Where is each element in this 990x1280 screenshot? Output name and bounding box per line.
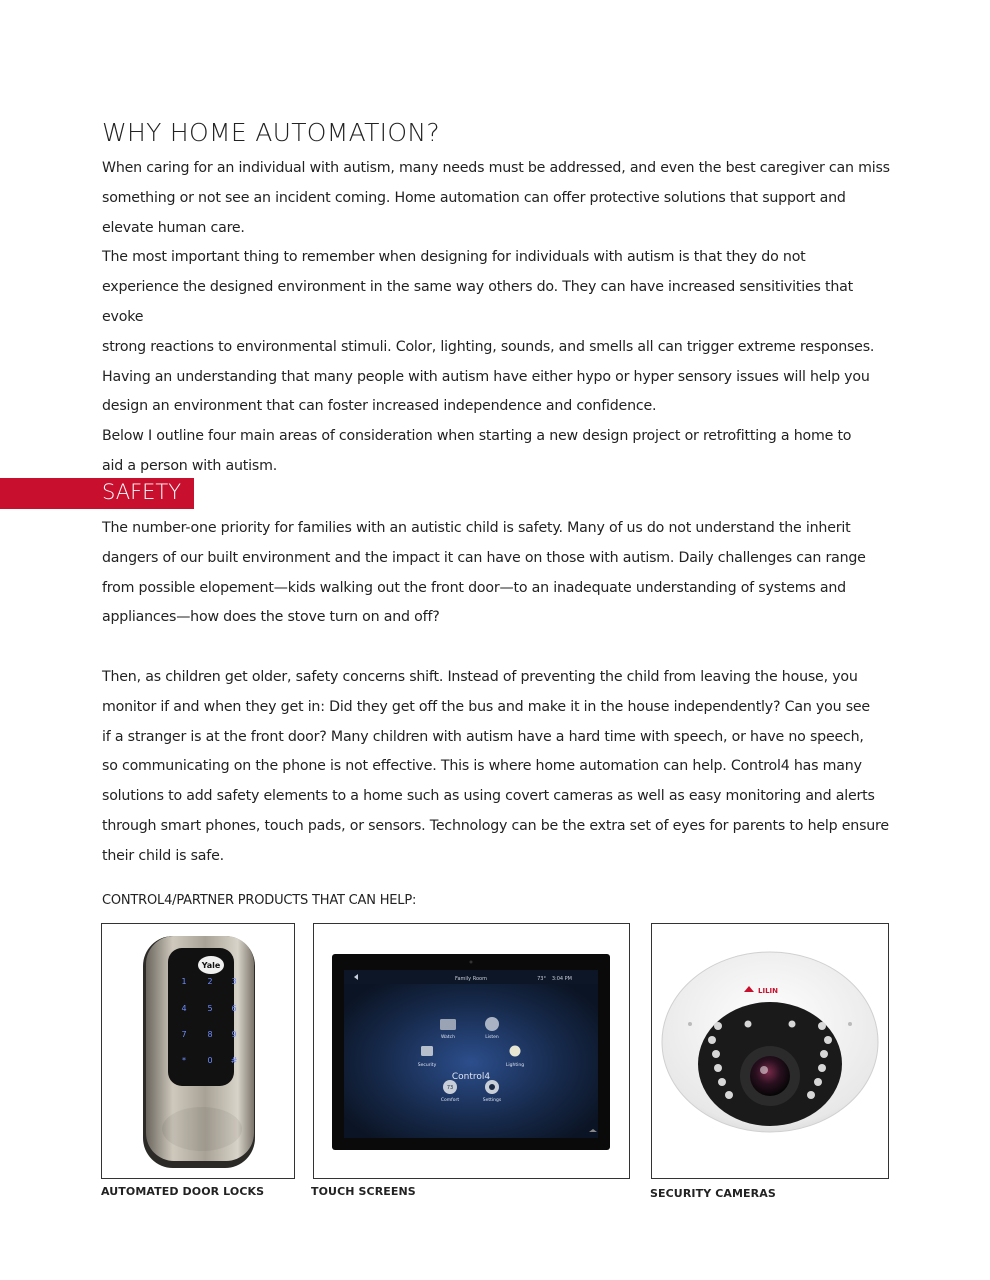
keypad-key: 4: [181, 1004, 187, 1013]
lens-glare: [760, 1066, 768, 1074]
watch-icon: [440, 1019, 456, 1030]
keypad-key: 0: [207, 1056, 213, 1065]
touch-screen-product: [313, 923, 630, 1179]
keypad-key: 6: [231, 1004, 237, 1013]
intro-line: elevate human care.: [102, 219, 245, 236]
paragraph-gap: [102, 633, 892, 663]
intro-line: Below I outline four main areas of consideration when starting a new design project or retrofitting a home to: [102, 428, 852, 445]
screw-icon: [848, 1022, 852, 1026]
listen-icon: [485, 1017, 499, 1031]
safety-line: so communicating on the phone is not effective. This is where home automation can help. Control4 has many: [102, 758, 862, 775]
safety-line: from possible elopement—kids walking out the front door—to an inadequate understanding of systems and: [102, 579, 846, 596]
lighting-icon: [510, 1046, 521, 1057]
screen-temperature: 73°: [537, 976, 546, 982]
camera-dot-icon: [470, 961, 473, 964]
comfort-value: 73: [446, 1085, 454, 1091]
touch-screen-caption: TOUCH SCREENS: [311, 1185, 416, 1198]
safety-line: Then, as children get older, safety concerns shift. Instead of preventing the child from leaving the house, you: [102, 668, 858, 685]
control4-logo: Control4: [451, 1072, 491, 1082]
safety-line: The number-one priority for families with an autistic child is safety. Many of us do not understand the inherit: [102, 520, 851, 536]
settings-gear-hole: [489, 1084, 495, 1090]
security-camera-image: [652, 924, 888, 1178]
tile-label: Lighting: [505, 1063, 525, 1068]
lock-shadow: [162, 1107, 242, 1151]
screen-time: 3:04 PM: [551, 976, 572, 982]
intro-text: [102, 154, 892, 482]
keypad-key: 8: [207, 1030, 213, 1039]
intro-line: The most important thing to remember when designing for individuals with autism is that they do not: [102, 249, 806, 266]
safety-section-title: SAFETY: [102, 480, 182, 504]
screen-room-name: Family Room: [455, 976, 487, 982]
door-lock-product: [101, 923, 295, 1179]
tile-label: Comfort: [440, 1098, 460, 1103]
door-lock-caption: AUTOMATED DOOR LOCKS: [101, 1185, 265, 1198]
safety-text: [102, 514, 892, 872]
safety-line: if a stranger is at the front door? Many children with autism have a hard time with speech, or have no speech,: [102, 728, 864, 745]
keypad-key: 3: [231, 977, 237, 986]
safety-line: dangers of our built environment and the impact it can have on those with autism. Daily challenges can range: [102, 549, 866, 566]
intro-line: strong reactions to environmental stimuli. Color, lighting, sounds, and smells all can trigger extreme responses.: [102, 338, 875, 355]
door-lock-image: [102, 924, 294, 1178]
keypad-key: 1: [181, 977, 187, 986]
tile-label: Security: [417, 1063, 437, 1068]
tile-label: Settings: [482, 1098, 502, 1103]
keypad-key: 7: [181, 1030, 187, 1039]
security-icon: [421, 1046, 433, 1056]
security-camera-caption: SECURITY CAMERAS: [650, 1187, 776, 1200]
tile-label: Watch: [440, 1035, 456, 1040]
keypad-key: 9: [231, 1030, 237, 1039]
safety-line: their child is safe.: [102, 847, 224, 864]
safety-line: appliances—how does the stove turn on and off?: [102, 609, 440, 626]
camera-brand: LILIN: [758, 987, 778, 995]
touch-screen-image: [314, 924, 629, 1178]
intro-line: experience the designed environment in the same way others do. They can have increased sensitivities that evoke: [102, 279, 854, 325]
keypad-key: *: [182, 1056, 186, 1065]
security-camera-product: [651, 923, 889, 1179]
safety-section-band: [0, 478, 194, 509]
lock-brand: Yale: [201, 961, 221, 970]
intro-line: something or not see an incident coming. Home automation can offer protective solutions that support and: [102, 189, 846, 206]
safety-line: through smart phones, touch pads, or sensors. Technology can be the extra set of eyes for parents to help ensure: [102, 817, 889, 834]
tile-label: Listen: [485, 1035, 499, 1040]
intro-line: When caring for an individual with autism, many needs must be addressed, and even the best caregiver can miss: [102, 160, 890, 176]
intro-line: aid a person with autism.: [102, 457, 278, 474]
products-label: CONTROL4/PARTNER PRODUCTS THAT CAN HELP:: [102, 893, 417, 908]
screw-icon: [688, 1022, 692, 1026]
page-heading: WHY HOME AUTOMATION?: [102, 118, 440, 147]
keypad-key: 2: [207, 977, 213, 986]
keypad-key: #: [230, 1056, 238, 1065]
safety-line: monitor if and when they get in: Did they get off the bus and make it in the house independently? Can you see: [102, 698, 870, 715]
safety-line: solutions to add safety elements to a home such as using covert cameras as well as easy monitoring and alerts: [102, 788, 875, 805]
keypad-key: 5: [207, 1004, 213, 1013]
intro-line: Having an understanding that many people with autism have either hypo or hyper sensory issues will help you: [102, 368, 870, 385]
screen-display: [344, 970, 598, 1138]
camera-lens: [750, 1056, 790, 1096]
intro-line: design an environment that can foster increased independence and confidence.: [102, 398, 657, 415]
